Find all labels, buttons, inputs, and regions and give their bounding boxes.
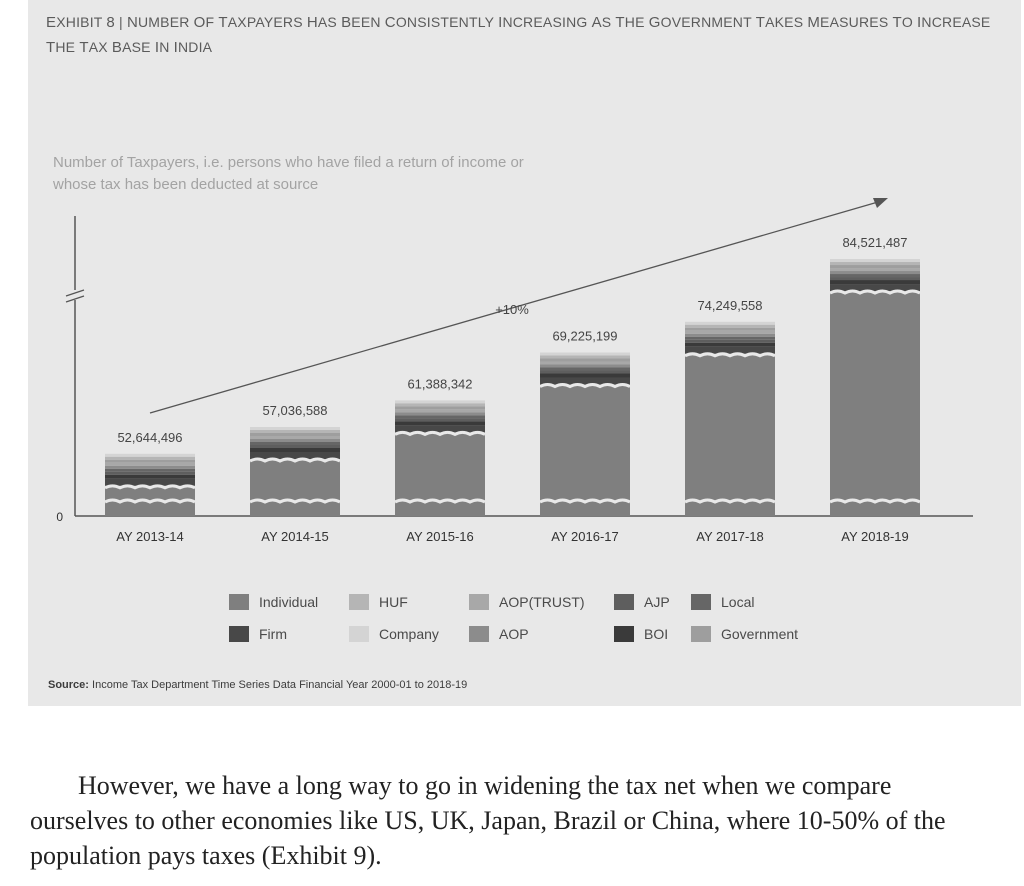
legend-label-firm: Firm: [259, 626, 287, 642]
exhibit-separator: |: [119, 14, 123, 30]
legend-label-government: Government: [721, 626, 799, 642]
x-tick-label-5: AY 2017-18: [696, 529, 764, 544]
bar-total-label-4: 69,225,199: [552, 328, 618, 344]
bar-total-label-2: 57,036,588: [262, 402, 328, 418]
bar-segment-company-4: [540, 353, 630, 356]
taxpayers-bar-chart: [28, 0, 1021, 590]
bar-segment-boi-2: [250, 448, 340, 452]
bar-segment-individual-5: [685, 354, 775, 516]
legend-swatch-firm: [229, 626, 249, 642]
legend-item-aop-trust: [469, 590, 585, 614]
bar-segment-firm-2: [250, 452, 340, 459]
bar-segment-company-6: [830, 259, 920, 262]
bar-segment-huf-3: [395, 403, 485, 406]
bar-segment-aop_trust-2: [250, 436, 340, 439]
legend-item-boi: [614, 622, 668, 646]
legend-swatch-individual: [229, 594, 249, 610]
source-text: Income Tax Department Time Series Data Financial Year 2000-01 to 2018-19: [92, 679, 468, 691]
source-prefix: Source:: [48, 679, 89, 691]
chart-subtitle-line-2: whose tax has been deducted at source: [53, 176, 319, 193]
bar-segment-local-6: [830, 274, 920, 277]
bar-segment-aop-3: [395, 412, 485, 415]
bar-segment-firm-6: [830, 284, 920, 291]
bar-segment-ajp-4: [540, 371, 630, 374]
bar-segment-firm-1: [105, 479, 195, 486]
bar-total-label-1: 52,644,496: [117, 429, 183, 445]
bar-segment-local-3: [395, 415, 485, 418]
bar-segment-huf-1: [105, 457, 195, 460]
bar-segment-huf-4: [540, 356, 630, 359]
legend-item-company: [349, 622, 439, 646]
chart-subtitle-line-1: Number of Taxpayers, i.e. persons who have filed a return of income or: [53, 154, 524, 171]
bar-segment-ajp-6: [830, 277, 920, 280]
bar-segment-local-2: [250, 442, 340, 445]
bar-segment-aop-2: [250, 439, 340, 442]
bar-segment-ajp-1: [105, 472, 195, 475]
bar-segment-company-5: [685, 322, 775, 325]
trend-arrow-head: [873, 198, 888, 208]
bar-segment-aop_trust-6: [830, 268, 920, 271]
bar-segment-boi-4: [540, 374, 630, 378]
bar-segment-boi-3: [395, 421, 485, 425]
exhibit-label: EXHIBIT 8: [46, 14, 115, 31]
legend-swatch-government: [691, 626, 711, 642]
bar-segment-company-1: [105, 454, 195, 457]
body-paragraph: [30, 768, 990, 873]
bar-segment-local-5: [685, 337, 775, 340]
body-paragraph-text: However, we have a long way to go in widening the tax net when we compare ourselves to other economies like US, UK, Japan, Brazil or China, where 10-50% of the population pays taxes (Exhibit 9).: [30, 771, 946, 870]
bar-segment-aop-1: [105, 466, 195, 469]
bar-segment-government-4: [540, 359, 630, 362]
bar-total-label-5: 74,249,558: [697, 297, 763, 313]
bar-segment-aop-5: [685, 334, 775, 337]
bar-segment-government-3: [395, 406, 485, 409]
bar-segment-aop_trust-5: [685, 331, 775, 334]
bar-segment-huf-2: [250, 430, 340, 433]
bar-total-label-3: 61,388,342: [407, 376, 473, 392]
bar-segment-ajp-3: [395, 418, 485, 421]
bar-segment-government-6: [830, 265, 920, 268]
legend-label-ajp: AJP: [644, 594, 670, 610]
legend-label-company: Company: [379, 626, 439, 642]
legend-label-local: Local: [721, 594, 755, 610]
legend-item-government: [691, 622, 798, 646]
legend-swatch-local: [691, 594, 711, 610]
bar-segment-aop_trust-3: [395, 409, 485, 412]
x-tick-label-6: AY 2018-19: [841, 529, 909, 544]
legend-swatch-ajp: [614, 594, 634, 610]
bar-segment-firm-3: [395, 425, 485, 432]
legend-swatch-huf: [349, 594, 369, 610]
bar-segment-boi-5: [685, 343, 775, 347]
legend-item-local: [691, 590, 754, 614]
legend-swatch-aop: [469, 626, 489, 642]
legend-swatch-boi: [614, 626, 634, 642]
bar-segment-individual-2: [250, 459, 340, 516]
legend-item-aop: [469, 622, 529, 646]
legend-swatch-company: [349, 626, 369, 642]
bar-segment-local-4: [540, 368, 630, 371]
bar-segment-government-5: [685, 328, 775, 331]
bar-segment-individual-4: [540, 385, 630, 516]
x-tick-label-4: AY 2016-17: [551, 529, 619, 544]
legend-label-aop-trust: AOP(TRUST): [499, 594, 585, 610]
legend-item-huf: [349, 590, 408, 614]
y-axis-break-mark-1: [66, 290, 84, 296]
bar-segment-ajp-2: [250, 445, 340, 448]
legend-item-firm: [229, 622, 287, 646]
legend-item-ajp: [614, 590, 670, 614]
bar-segment-firm-4: [540, 378, 630, 385]
x-tick-label-2: AY 2014-15: [261, 529, 329, 544]
bar-segment-aop_trust-4: [540, 362, 630, 365]
legend-label-boi: BOI: [644, 626, 669, 642]
bar-segment-local-1: [105, 469, 195, 472]
bar-segment-ajp-5: [685, 340, 775, 343]
bar-segment-boi-1: [105, 475, 195, 479]
y-axis-zero-label: 0: [56, 510, 63, 524]
bar-segment-firm-5: [685, 347, 775, 354]
bar-segment-government-2: [250, 433, 340, 436]
bar-segment-aop-4: [540, 365, 630, 368]
legend-label-huf: HUF: [379, 594, 408, 610]
bar-segment-company-2: [250, 427, 340, 430]
bar-segment-government-1: [105, 460, 195, 463]
legend-label-aop: AOP: [499, 626, 529, 642]
exhibit-panel: [28, 0, 1021, 706]
source-note: [48, 679, 467, 691]
legend-label-individual: Individual: [259, 594, 319, 610]
trend-label: +10%: [495, 302, 529, 317]
x-tick-label-3: AY 2015-16: [406, 529, 474, 544]
bar-segment-huf-6: [830, 262, 920, 265]
exhibit-heading: NUMBER OF TAXPAYERS HAS BEEN CONSISTENTLY INCREASING AS THE GOVERNMENT TAKES MEASURES TO INCREASE THE TAX BASE IN INDIA: [46, 14, 991, 56]
bar-segment-aop-6: [830, 271, 920, 274]
legend-item-individual: [229, 590, 318, 614]
bar-segment-individual-6: [830, 291, 920, 516]
x-tick-label-1: AY 2013-14: [116, 529, 184, 544]
bar-segment-aop_trust-1: [105, 463, 195, 466]
chart-legend: [229, 590, 869, 650]
bar-total-label-6: 84,521,487: [842, 235, 908, 251]
bar-segment-huf-5: [685, 325, 775, 328]
bar-segment-boi-6: [830, 280, 920, 284]
bar-segment-company-3: [395, 400, 485, 403]
legend-swatch-aop-trust: [469, 594, 489, 610]
